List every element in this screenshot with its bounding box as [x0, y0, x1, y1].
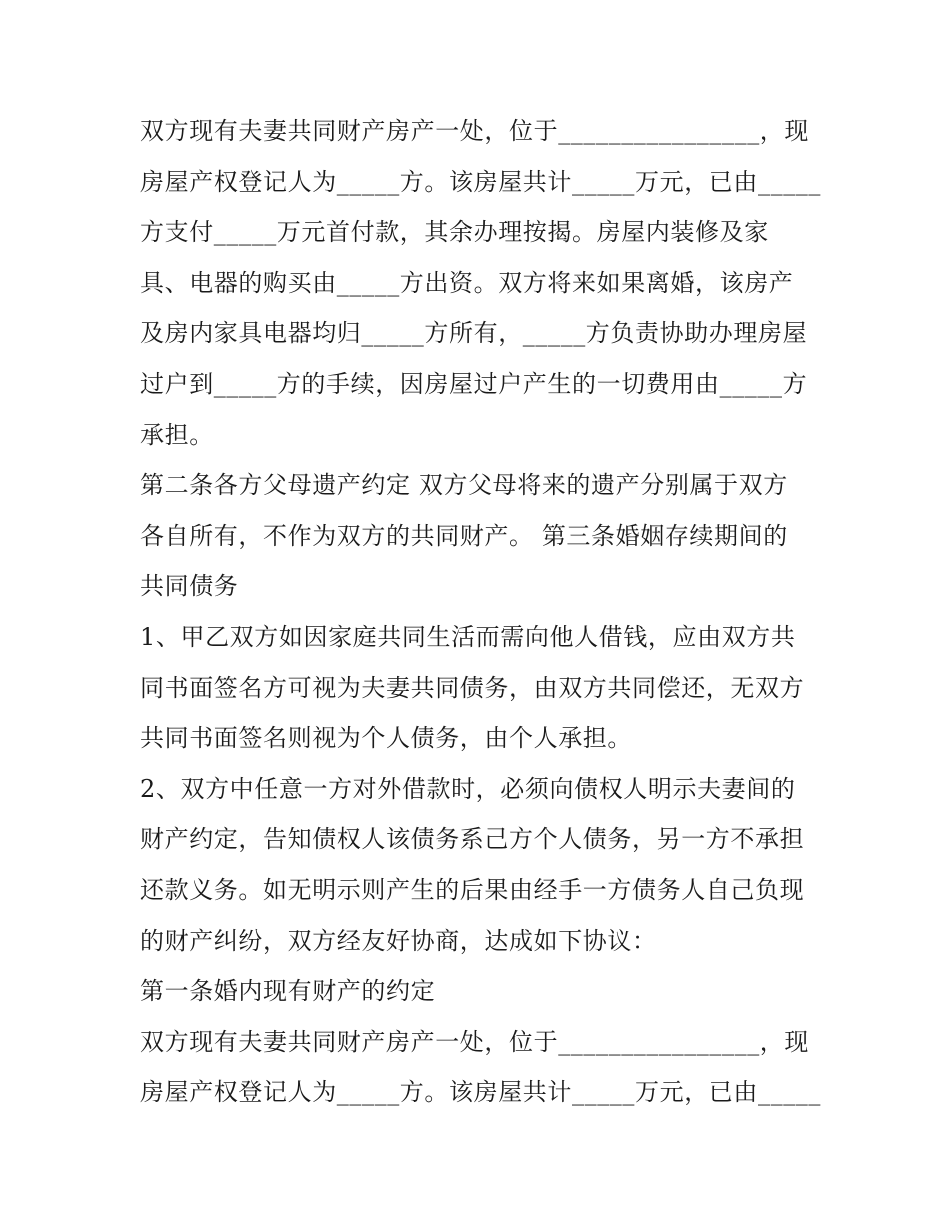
text-line: 的财产纠纷，双方经友好协商，达成如下协议： [140, 926, 657, 955]
section-heading: 第二条各方父母遗产约定 双方父母将来的遗产分别属于双方 [140, 471, 788, 500]
text-line: 双方现有夫妻共同财产房产一处，位于________________，现 [140, 117, 809, 145]
text-line: 具、电器的购买由_____方出资。双方将来如果离婚，该房产 [140, 268, 794, 297]
text-line: 还款义务。如无明示则产生的后果由经手一方债务人自己负现 [140, 875, 805, 904]
text-line: 房屋产权登记人为_____方。该房屋共计_____万元，已由_____ [140, 1078, 821, 1107]
text-line: 共同书面签名则视为个人债务，由个人承担。 [140, 724, 632, 753]
text-line: 各自所有，不作为双方的共同财产。 第三条婚姻存续期间的 [140, 521, 788, 550]
text-line: 财产约定，告知债权人该债务系己方个人债务，另一方不承担 [140, 825, 805, 854]
text-line: 承担。 [140, 420, 214, 449]
text-line: 双方现有夫妻共同财产房产一处，位于________________，现 [140, 1027, 809, 1056]
document-page [140, 106, 820, 1118]
section-heading: 第一条婚内现有财产的约定 [140, 977, 436, 1006]
text-line: 方支付_____万元首付款，其余办理按揭。房屋内装修及家 [140, 218, 769, 247]
text-line: 2、双方中任意一方对外借款时，必须向债权人明示夫妻间的 [140, 774, 796, 803]
text-line: 过户到_____方的手续，因房屋过户产生的一切费用由_____方 [140, 369, 808, 398]
text-line: 1、甲乙双方如因家庭共同生活而需向他人借钱，应由双方共 [140, 622, 796, 651]
text-line: 及房内家具电器均归_____方所有，_____方负责协助办理房屋 [140, 319, 808, 348]
text-line: 共同债务 [140, 572, 239, 601]
text-line: 房屋产权登记人为_____方。该房屋共计_____万元，已由_____ [140, 167, 821, 196]
text-line: 同书面签名方可视为夫妻共同债务，由双方共同偿还，无双方 [140, 673, 805, 702]
